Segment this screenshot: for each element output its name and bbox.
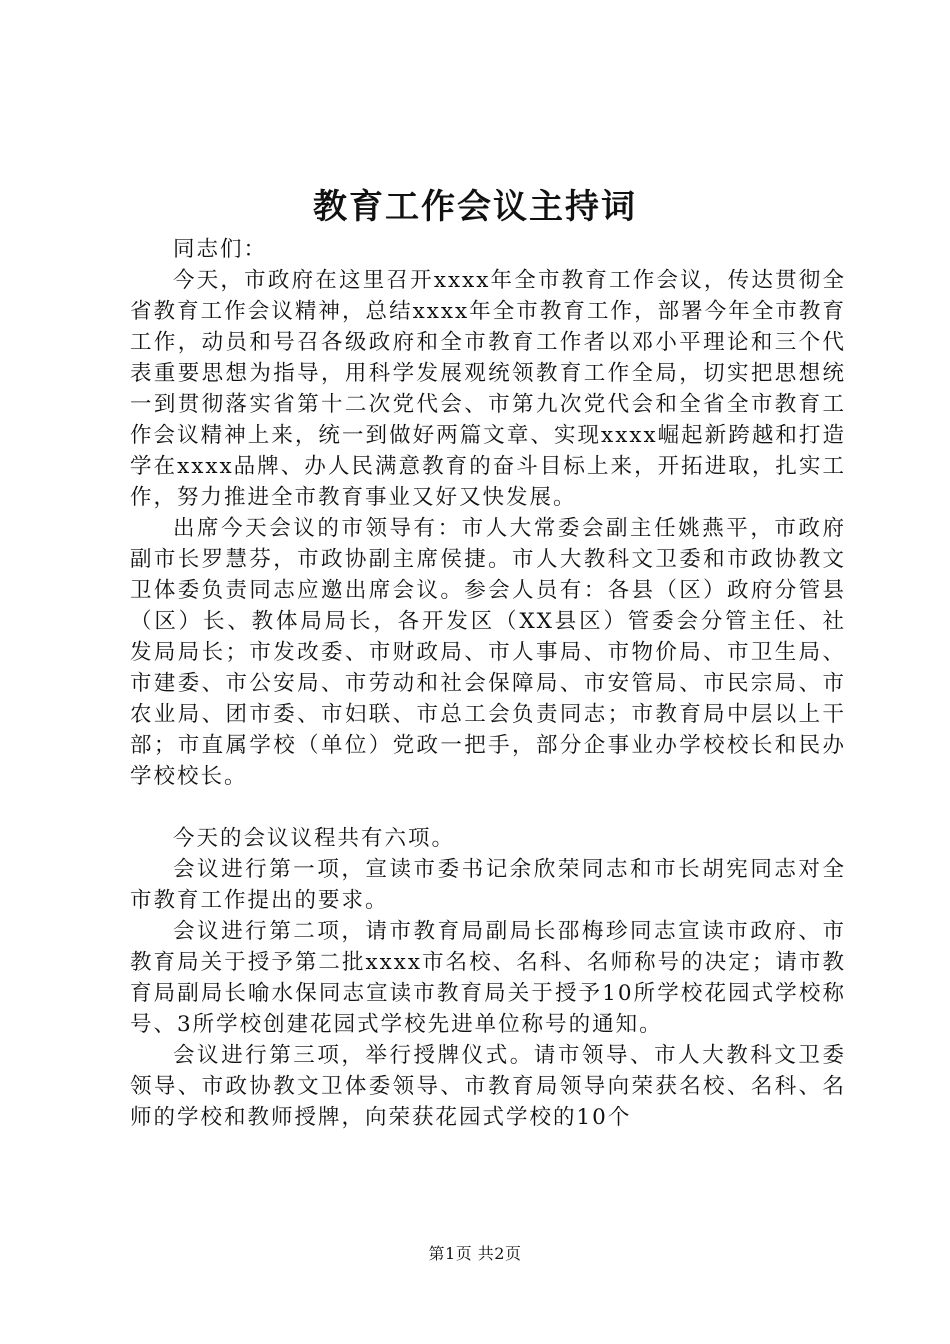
agenda-intro-paragraph: 今天的会议议程共有六项。: [173, 826, 456, 851]
salutation-paragraph: 同志们：: [173, 237, 268, 262]
agenda-item-3-paragraph: 会议进行第三项，举行授牌仪式。请市领导、市人大教科文卫委领导、市政协教文卫体委领导、市教育局领导向荣获名校、名科、名师的学校和教师授牌，向荣获花园式学校的10个: [130, 1043, 846, 1130]
agenda-item-1-paragraph: 会议进行第一项，宣读市委书记余欣荣同志和市长胡宪同志对全市教育工作提出的要求。: [130, 857, 846, 913]
attendees-paragraph: 出席今天会议的市领导有：市人大常委会副主任姚燕平，市政府副市长罗慧芬，市政协副主席侯捷。市人大教科文卫委和市政协教文卫体委负责同志应邀出席会议。参会人员有：各县（区）政府分管县（区）长、教体局局长，各开发区（XX县区）管委会分管主任、社发局局长；市发改委、市财政局、市人事局、市物价局、市卫生局、市建委、市公安局、市劳动和社会保障局、市安管局、市民宗局、市农业局、团市委、市妇联、市总工会负责同志；市教育局中层以上干部；市直属学校（单位）党政一把手，部分企事业办学校校长和民办学校校长。: [130, 516, 846, 789]
document-body: [130, 234, 846, 1133]
opening-paragraph: 今天，市政府在这里召开xxxx年全市教育工作会议，传达贯彻全省教育工作会议精神，总结xxxx年全市教育工作，部署今年全市教育工作，动员和号召各级政府和全市教育工作者以邓小平理论和三个代表重要思想为指导，用科学发展观统领教育工作全局，切实把思想统一到贯彻落实省第十二次党代会、市第九次党代会和全省全市教育工作会议精神上来，统一到做好两篇文章、实现xxxx崛起新跨越和打造学在xxxx品牌、办人民满意教育的奋斗目标上来，开拓进取，扎实工作，努力推进全市教育事业又好又快发展。: [130, 268, 846, 510]
agenda-item-2-paragraph: 会议进行第二项，请市教育局副局长邵梅珍同志宣读市政府、市教育局关于授予第二批xxxx市名校、名科、名师称号的决定；请市教育局副局长喻水保同志宣读市教育局关于授予10所学校花园式学校称号、3所学校创建花园式学校先进单位称号的通知。: [130, 919, 846, 1037]
page-footer: 第1页 共2页: [428, 1244, 522, 1263]
document-title: 教育工作会议主持词: [313, 187, 637, 227]
